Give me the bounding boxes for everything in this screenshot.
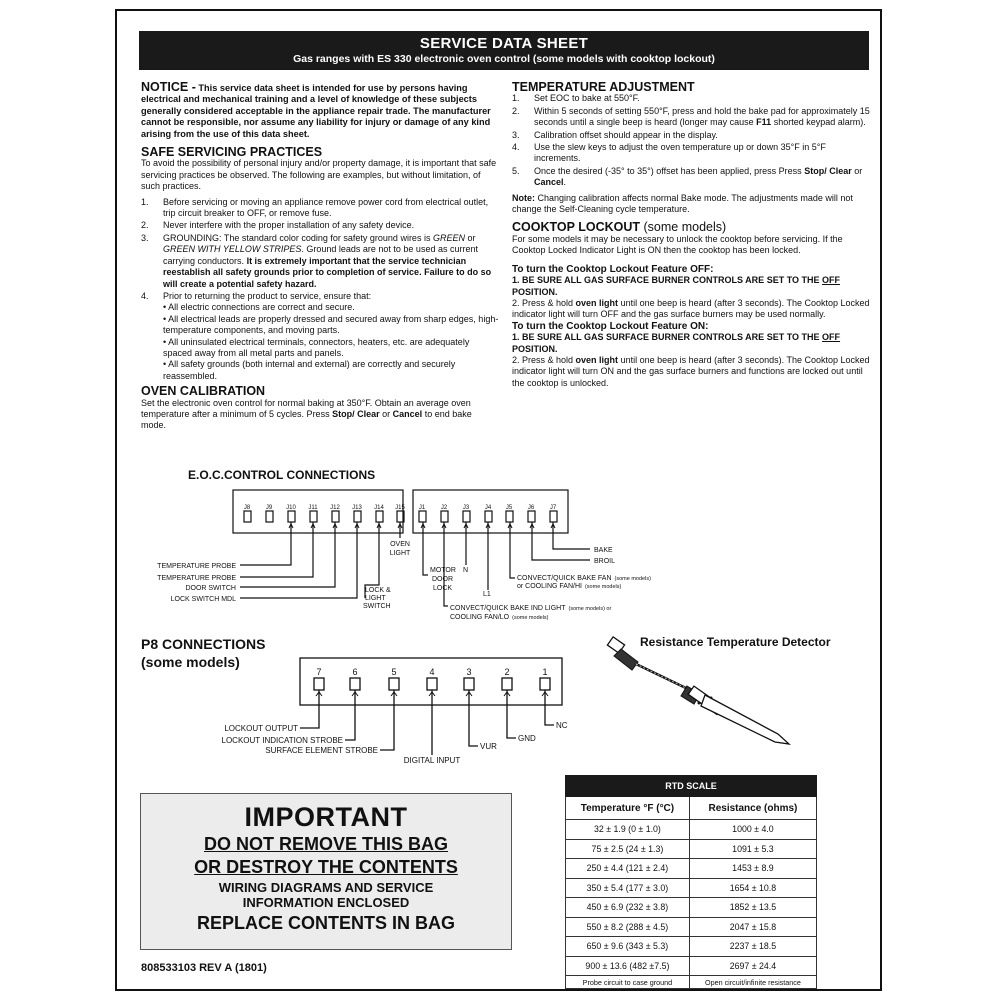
- list-item-return-to-service: 4. Prior to returning the product to service, ensure that: • All electric connections are correct and secure. • All electrical leads are properly dressed and secured away from sharp edges, high-temperature components, and moving parts. • All uninsulated electrical terminals, connectors, heaters, etc. are adequately spaced away from all metal parts and panels. • All safety grounds (both internal and external) are correctly and securely reassembled.: [141, 290, 499, 381]
- important-line: OR DESTROY THE CONTENTS: [194, 857, 458, 877]
- notice-heading: NOTICE -: [141, 80, 196, 94]
- eoc-label-motor-door-lock: LOCK: [433, 585, 453, 592]
- p8-pin-number: 7: [316, 667, 322, 677]
- eoc-pin: [441, 511, 448, 522]
- rtd-col-header-resistance: Resistance (ohms): [689, 797, 816, 820]
- p8-connections-title: P8 CONNECTIONS (some models): [141, 636, 266, 670]
- eoc-pin-label: J5: [505, 505, 513, 511]
- cooktop-lockout-intro: For some models it may be necessary to unlock the cooktop before servicing. If the Cooktop Locked Indicator Light is ON then the cooktop has been locked.: [512, 233, 843, 256]
- p8-pin-number: 6: [352, 667, 358, 677]
- eoc-label-broil: BROIL: [594, 558, 616, 565]
- p8-pin: [502, 678, 512, 690]
- eoc-pin: [506, 511, 513, 522]
- important-line: DO NOT REMOVE THIS BAG: [203, 834, 448, 854]
- safe-servicing-intro: To avoid the possibility of personal injury and/or property damage, it is important that safe servicing practices be observed. The following are examples, but without limitation, of such practices.: [141, 158, 497, 192]
- lockout-on-step-1: 1. BE SURE ALL GAS SURFACE BURNER CONTROLS ARE SET TO THE OFF POSITION.: [512, 332, 841, 354]
- document-number: 808533103 REV A (1801): [141, 962, 267, 974]
- eoc-label-lock-light-switch: SWITCH: [363, 603, 391, 610]
- lockout-on-heading: To turn the Cooktop Lockout Feature ON:: [512, 320, 709, 332]
- p8-label-nc: NC: [556, 721, 568, 730]
- list-item: 3. Calibration offset should appear in the display.: [512, 129, 718, 140]
- eoc-pin: [354, 511, 361, 522]
- list-item: 2. Never interfere with the proper installation of any safety device.: [141, 220, 415, 231]
- important-line: INFORMATION ENCLOSED: [242, 895, 410, 910]
- eoc-pin-label: J12: [330, 505, 340, 511]
- lockout-on-step-2: 2. Press & hold oven light until one beep is heard (after 3 seconds). The Cooktop Locked indicator light will turn ON and the gas surface burners and functions are locked out until the cooktop is unlocked.: [512, 354, 870, 388]
- eoc-pin-label: J4: [484, 505, 492, 511]
- page-subtitle: Gas ranges with ES 330 electronic oven control (some models with cooktop lockout): [293, 53, 715, 65]
- p8-pin: [427, 678, 437, 690]
- table-row: 75 ± 2.5 (24 ± 1.3) 1091 ± 5.3: [566, 839, 817, 859]
- eoc-pin-label: J14: [374, 505, 384, 511]
- p8-label-vur: VUR: [480, 742, 497, 751]
- eoc-label-door-switch: DOOR SWITCH: [185, 585, 236, 592]
- list-item: 1. Set EOC to bake at 550°F.: [512, 93, 640, 104]
- eoc-pin-label: J15: [395, 505, 405, 511]
- eoc-pin-label: J3: [462, 505, 470, 511]
- rtd-title: Resistance Temperature Detector: [640, 635, 831, 649]
- eoc-pin: [310, 511, 317, 522]
- eoc-pin-label: J1: [418, 505, 426, 511]
- lockout-off-step-2: 2. Press & hold oven light until one beep is heard (after 3 seconds). The Cooktop Locked indicator light will turn OFF and the gas surface burners may be used normally.: [512, 297, 870, 320]
- lockout-off-step-1: 1. BE SURE ALL GAS SURFACE BURNER CONTROLS ARE SET TO THE OFF POSITION.: [512, 275, 841, 297]
- eoc-label-temp-probe: TEMPERATURE PROBE: [157, 563, 236, 570]
- p8-pin-number: 4: [429, 667, 435, 677]
- list-item: 5. Once the desired (-35° to 35°) offset has been applied, press Press Stop/ Clear or Cancel.: [512, 165, 863, 188]
- eoc-label-lock-light-switch: LIGHT: [365, 595, 386, 602]
- rtd-probe-drawing: [607, 637, 789, 744]
- eoc-pin-label: J10: [286, 505, 296, 511]
- p8-pin: [314, 678, 324, 690]
- p8-pin-number: 3: [466, 667, 472, 677]
- p8-pin: [389, 678, 399, 690]
- eoc-label-bake: BAKE: [594, 547, 613, 554]
- eoc-pin: [463, 511, 470, 522]
- notice-text: This service data sheet is intended for use by persons having electrical and mechanical training and a level of knowledge of these subjects generally considered acceptable in the appliance repair trade. The manufacturer cannot be responsible, nor assume any liability for injury or damage of any kind arising from the use of this data sheet.: [141, 83, 491, 139]
- rtd-table-title: RTD SCALE: [566, 776, 817, 797]
- cooktop-lockout-heading: COOKTOP LOCKOUT (some models): [512, 220, 727, 235]
- important-notice-box: [140, 793, 512, 950]
- p8-label-surface-strobe: SURFACE ELEMENT STROBE: [265, 746, 378, 755]
- p8-label-gnd: GND: [518, 734, 536, 743]
- eoc-pin: [550, 511, 557, 522]
- lockout-off-heading: To turn the Cooktop Lockout Feature OFF:: [512, 263, 714, 275]
- eoc-pin: [244, 511, 251, 522]
- eoc-pin: [266, 511, 273, 522]
- eoc-label-motor-door-lock: MOTOR: [430, 567, 456, 574]
- table-row: 550 ± 8.2 (288 ± 4.5) 2047 ± 15.8: [566, 917, 817, 937]
- eoc-label-l1: L1: [483, 591, 491, 598]
- list-item: 4. Use the slew keys to adjust the oven temperature up or down 35°F in 5°F increments.: [512, 142, 826, 164]
- table-row: 250 ± 4.4 (121 ± 2.4) 1453 ± 8.9: [566, 859, 817, 879]
- eoc-pin-label: J2: [440, 505, 448, 511]
- calibration-note: Note: Changing calibration affects normal Bake mode. The adjustments made will not change the Self-Cleaning cycle temperature.: [512, 192, 853, 215]
- p8-pin-number: 5: [391, 667, 397, 677]
- important-heading: IMPORTANT: [244, 802, 408, 832]
- important-line: REPLACE CONTENTS IN BAG: [196, 913, 455, 933]
- eoc-pin: [332, 511, 339, 522]
- temperature-adjustment-heading: TEMPERATURE ADJUSTMENT: [512, 80, 695, 94]
- eoc-connections-title: E.O.C.CONTROL CONNECTIONS: [188, 468, 376, 482]
- eoc-pin-label: J13: [352, 505, 362, 511]
- eoc-pin: [288, 511, 295, 522]
- eoc-pin: [376, 511, 383, 522]
- eoc-label-lock-light-switch: LOCK &: [365, 587, 391, 594]
- table-row: 350 ± 5.4 (177 ± 3.0) 1654 ± 10.8: [566, 878, 817, 898]
- p8-label-lockout-output: LOCKOUT OUTPUT: [224, 724, 298, 733]
- eoc-label-lock-switch: LOCK SWITCH MDL: [170, 596, 236, 603]
- p8-label-digital-input: DIGITAL INPUT: [403, 756, 461, 765]
- rtd-col-header-temperature: Temperature °F (°C): [566, 797, 690, 820]
- page-title: SERVICE DATA SHEET: [419, 35, 589, 52]
- eoc-label-neutral: N: [463, 567, 469, 574]
- eoc-label-convect-bake-fan: CONVECT/QUICK BAKE FAN (some models): [517, 575, 651, 582]
- list-item-grounding: 3. GROUNDING: The standard color coding for safety ground wires is GREEN or GREEN WITH YELLOW STRIPES. Ground leads are not to be used as current carrying conductors. It is extremely important that the service technician reestablish all safety grounds prior to completion of service. Failure to do so will create a potential safety hazard.: [141, 232, 492, 289]
- table-row: 32 ± 1.9 (0 ± 1.0) 1000 ± 4.0: [566, 820, 817, 840]
- eoc-label-motor-door-lock: DOOR: [432, 576, 453, 583]
- p8-pin-number: 2: [504, 667, 510, 677]
- eoc-label-oven-light: LIGHT: [389, 550, 411, 557]
- p8-pin-number: 1: [542, 667, 548, 677]
- eoc-label-temp-probe: TEMPERATURE PROBE: [157, 575, 236, 582]
- oven-calibration-heading: OVEN CALIBRATION: [141, 384, 266, 399]
- important-line: WIRING DIAGRAMS AND SERVICE: [218, 880, 434, 895]
- eoc-pin-label: J9: [265, 505, 273, 511]
- p8-pin: [540, 678, 550, 690]
- p8-label-lockout-strobe: LOCKOUT INDICATION STROBE: [221, 736, 343, 745]
- table-row: 900 ± 13.6 (482 ±7.5) 2697 ± 24.4: [566, 956, 817, 976]
- safe-servicing-heading: SAFE SERVICING PRACTICES: [141, 145, 323, 160]
- eoc-pin: [528, 511, 535, 522]
- eoc-pin-label: J8: [243, 505, 251, 511]
- rtd-scale-table: [565, 775, 817, 989]
- eoc-pin: [419, 511, 426, 522]
- table-row: 650 ± 9.6 (343 ± 5.3) 2237 ± 18.5: [566, 937, 817, 957]
- eoc-label-oven-light: OVEN: [390, 541, 410, 548]
- eoc-pin-label: J7: [549, 505, 557, 511]
- eoc-pin-label: J11: [308, 505, 318, 511]
- list-item: 2. Within 5 seconds of setting 550°F, press and hold the bake pad for approximately 15 seconds until a single beep is heard (longer may cause F11 shorted keypad alarm).: [512, 105, 870, 128]
- oven-calibration-text: Set the electronic oven control for normal baking at 350°F. Obtain an average oven temperature after a minimum of 5 cycles. Press Stop/ Clear or Cancel to end bake mode.: [141, 397, 472, 431]
- eoc-label-cooling-fan-hi: or COOLING FAN/HI (some models): [517, 583, 622, 590]
- table-footer-row: Probe circuit to case ground Open circuit/infinite resistance: [566, 976, 817, 989]
- eoc-pin: [485, 511, 492, 522]
- eoc-label-cooling-fan-lo: COOLING FAN/LO (some models): [450, 614, 549, 621]
- p8-connector: [300, 658, 562, 705]
- p8-pin: [350, 678, 360, 690]
- p8-pin: [464, 678, 474, 690]
- eoc-label-convect-light: CONVECT/QUICK BAKE IND LIGHT (some models) or: [450, 605, 612, 612]
- eoc-pin-label: J6: [527, 505, 535, 511]
- table-row: 450 ± 6.9 (232 ± 3.8) 1852 ± 13.5: [566, 898, 817, 918]
- list-item: 1. Before servicing or moving an appliance remove power cord from electrical outlet, trip circuit breaker to OFF, or remove fuse.: [141, 196, 489, 219]
